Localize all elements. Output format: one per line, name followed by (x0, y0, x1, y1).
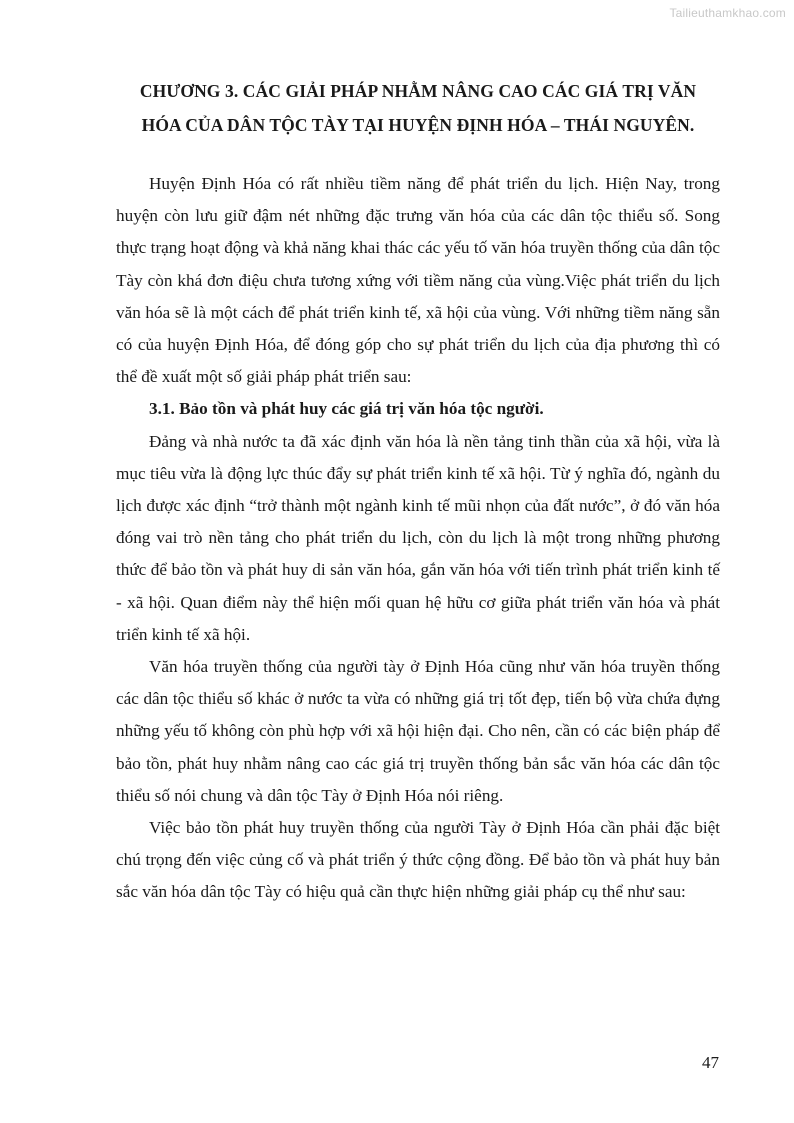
chapter-title (116, 70, 720, 142)
page-number: 47 (702, 1053, 719, 1072)
section-paragraph-2: Văn hóa truyền thống của người tày ở Định Hóa cũng như văn hóa truyền thống các dân tộc thiểu số khác ở nước ta vừa có những giá trị tốt đẹp, tiến bộ vừa chứa đựng những yếu tố không còn phù hợp với xã hội hiện đại. Cho nên, cần có các biện pháp để bảo tồn, phát huy nhằm nâng cao các giá trị truyền thống bản sắc văn hóa các dân tộc thiểu số nói chung và dân tộc Tày ở Định Hóa nói riêng. (116, 657, 720, 805)
chapter-title-line-1: CHƯƠNG 3. CÁC GIẢI PHÁP NHẰM NÂNG CAO CÁC GIÁ TRỊ VĂN (139, 81, 697, 101)
section-paragraph-1: Đảng và nhà nước ta đã xác định văn hóa là nền tảng tinh thần của xã hội, vừa là mục tiêu vừa là động lực thúc đẩy sự phát triển kinh tế xã hội. Từ ý nghĩa đó, ngành du lịch được xác định “trở thành một ngành kinh tế mũi nhọn của đất nước”, ở đó văn hóa đóng vai trò nền tảng cho phát triển du lịch, còn du lịch là một trong những phương thức để bảo tồn và phát huy di sản văn hóa, gắn văn hóa với tiến trình phát triển kinh tế - xã hội. Quan điểm này thể hiện mối quan hệ hữu cơ giữa phát triển văn hóa và phát triển kinh tế xã hội. (116, 431, 720, 644)
section-heading: 3.1. Bảo tồn và phát huy các giá trị văn hóa tộc người. (149, 399, 544, 419)
intro-paragraph: Huyện Định Hóa có rất nhiều tiềm năng để phát triển du lịch. Hiện Nay, trong huyện còn lưu giữ đậm nét những đặc trưng văn hóa của các dân tộc thiểu số. Song thực trạng hoạt động và khả năng khai thác các yếu tố văn hóa truyền thống của dân tộc Tày còn khá đơn điệu chưa tương xứng với tiềm năng của vùng.Việc phát triển du lịch văn hóa sẽ là một cách để phát triển kinh tế, xã hội của vùng. Với những tiềm năng sẵn có của huyện Định Hóa, để đóng góp cho sự phát triển du lịch của địa phương thì có thể đề xuất một số giải pháp phát triển sau: (116, 174, 720, 387)
section-paragraph-3: Việc bảo tồn phát huy truyền thống của người Tày ở Định Hóa cần phải đặc biệt chú trọng đến việc củng cố và phát triển ý thức cộng đồng. Để bảo tồn và phát huy bản sắc văn hóa dân tộc Tày có hiệu quả cần thực hiện những giải pháp cụ thể như sau: (116, 818, 720, 902)
watermark-text: Tailieuthamkhao.com (669, 6, 786, 20)
chapter-title-line-2: HÓA CỦA DÂN TỘC TÀY TẠI HUYỆN ĐỊNH HÓA – THÁI NGUYÊN. (141, 115, 695, 135)
document-body (116, 168, 720, 909)
document-page (116, 70, 720, 909)
